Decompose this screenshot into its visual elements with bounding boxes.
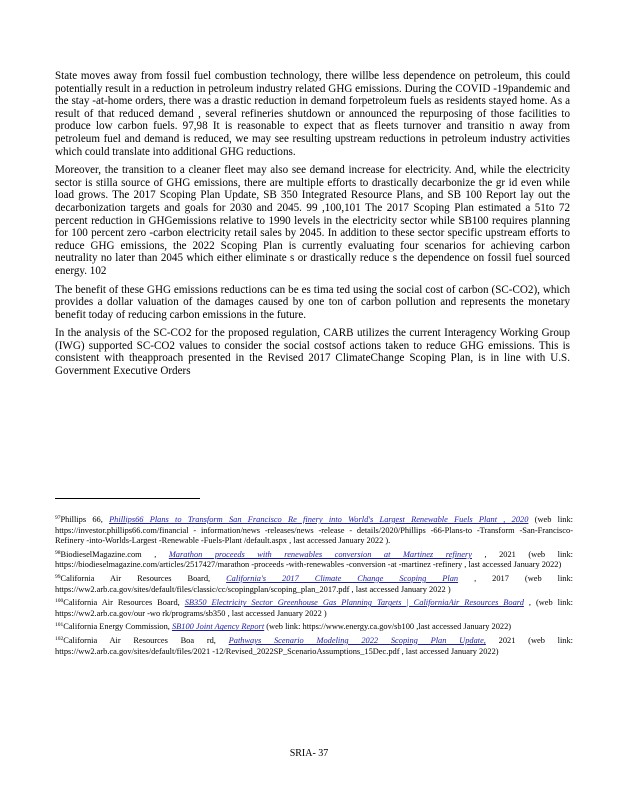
footnote bbox=[55, 634, 573, 657]
footnote-details: , (web link: https://ww2.arb.ca.gov/our -wo rk/programs/sb350 , last accessed January 2022 ) bbox=[55, 598, 573, 618]
footnote-author: California Air Resources Boa rd, bbox=[63, 635, 229, 645]
footnote-author: BiodieselMagazine.com , bbox=[60, 549, 169, 559]
paragraph: The benefit of these GHG emissions reductions can be es tima ted using the social cost of carbon (SC-CO2), which provides a dollar valuation of the damages caused by one ton of carbon pollution and represents the monetary benefit today of reducing carbon emissions in the future. bbox=[55, 283, 570, 321]
footnote-details: , 2021 (web link: https://biodieselmagazine.com/articles/2517427/marathon -proceeds -with-renewables -conversion -at -martinez -refinery , last accessed January 2022) bbox=[55, 549, 573, 570]
footnote-details: (web link: https://www.energy.ca.gov/sb100 ,last accessed January 2022) bbox=[264, 622, 512, 632]
page-number: SRIA- 37 bbox=[289, 748, 329, 759]
footnote bbox=[55, 620, 573, 633]
footnote-details: , 2017 (web link: https://ww2.arb.ca.gov/sites/default/files/classic/cc/scopingplan/scoping_plan_2017.pdf , last accessed January 2022 ) bbox=[55, 573, 573, 594]
paragraph: Moreover, the transition to a cleaner fleet may also see demand increase for electricity. And, while the electricity sector is stilla source of GHG emissions, there are multiple efforts to drastically decarbonize the gr id even while load grows. The 2017 Scoping Plan Update, SB 350 Integrated Resource Plans, and SB 100 Report lay out the decarbonization targets and goals for 2030 and 2045. 99 ,100,101 The 2017 Scoping Plan estimated a 51to 72 percent reduction in GHGemissions relative to 1990 levels in the electricity sector while SB100 requires planning for 100 percent zero -carbon electricity retail sales by 2045. In addition to these sector specific upstream efforts to reduce GHG emissions, the 2022 Scoping Plan is currently evaluating four scenarios for achieving carbon neutrality no later than 2045 which either eliminate s or drastically reduce s the dependence on fossil fuel sourced energy. 102 bbox=[55, 164, 570, 277]
footnote-author: California Air Resources Board, bbox=[60, 573, 227, 583]
footnote-number: 99 bbox=[55, 573, 61, 580]
footnote-number: 100 bbox=[55, 598, 64, 605]
footnote-link[interactable]: Marathon proceeds with renewables conversion at Martinez refinery bbox=[168, 549, 472, 559]
paragraph: In the analysis of the SC-CO2 for the proposed regulation, CARB utilizes the current Interagency Working Group (IWG) supported SC-CO2 values to consider the social costsof actions taken to reduce GHG emissions. This is consistent with theapproach presented in the Revised 2017 ClimateChange Scoping Plan, is in line with U.S. Government Executive Orders bbox=[55, 327, 570, 378]
footnotes bbox=[55, 513, 573, 658]
footnote-link[interactable]: SB100 Joint Agency Report bbox=[171, 622, 265, 632]
footnote-details: 2021 (web link: https://ww2.arb.ca.gov/sites/default/files/2021 -12/Revised_2022SP_ScenarioAssumptions_15Dec.pdf , last accessed January 2022) bbox=[55, 635, 574, 656]
footnote-number: 97 bbox=[55, 515, 61, 521]
footnote-author: California Air Resources Board, bbox=[63, 598, 185, 608]
footnote-link[interactable]: SB350 Electricity Sector Greenhouse Gas Planning Targets | CaliforniaAir Resources Board bbox=[184, 598, 524, 608]
footnote bbox=[55, 596, 573, 619]
body-text bbox=[55, 70, 570, 384]
footnote-number: 101 bbox=[55, 622, 64, 629]
footnote bbox=[55, 572, 573, 595]
footnote bbox=[55, 513, 573, 547]
footnote-link[interactable]: California's 2017 Climate Change Scoping Plan bbox=[226, 573, 459, 583]
footnote-author: California Energy Commission, bbox=[63, 622, 172, 632]
footnote-link[interactable]: Pathways Scenario Modeling 2022 Scoping Plan Update, bbox=[228, 635, 486, 645]
footnote-author: Phillips 66, bbox=[60, 515, 110, 524]
footnote-separator bbox=[55, 498, 200, 499]
paragraph: State moves away from fossil fuel combustion technology, there willbe less dependence on petroleum, this could potentially result in a reduction in petroleum industry related GHG emissions. During the COVID -19pandemic and the stay -at-home orders, there was a drastic reduction in demand forpetroleum fuels as residents stayed home. As a result of that reduced demand , several refineries shutdown or announced the repurposing of those facilities to produce low carbon fuels. 97,98 It is reasonable to expect that as fleets turnover and transitio n away from petroleum fuel and demand is reduced, we may see resulting upstream reductions in petroleum industry activities which could translate into additional GHG reductions. bbox=[55, 70, 570, 158]
footnote-number: 98 bbox=[55, 549, 61, 556]
footnote-link[interactable]: Phillips66 Plans to Transform San Francisco Re finery into World's Largest Renewable Fuels Plant , 2020 bbox=[109, 515, 529, 524]
footnote bbox=[55, 548, 573, 571]
footnote-number: 102 bbox=[55, 635, 64, 642]
footnote-details: (web link: https://investor.phillips66.com/financial - information/news -releases/news -release - details/2020/Phillips -66-Plans-to -Transform -San-Francisco- Refinery -into-Worlds-Largest -Renewable -Fuels-Plant /default.aspx , last accessed January 2022 ). bbox=[55, 515, 573, 546]
